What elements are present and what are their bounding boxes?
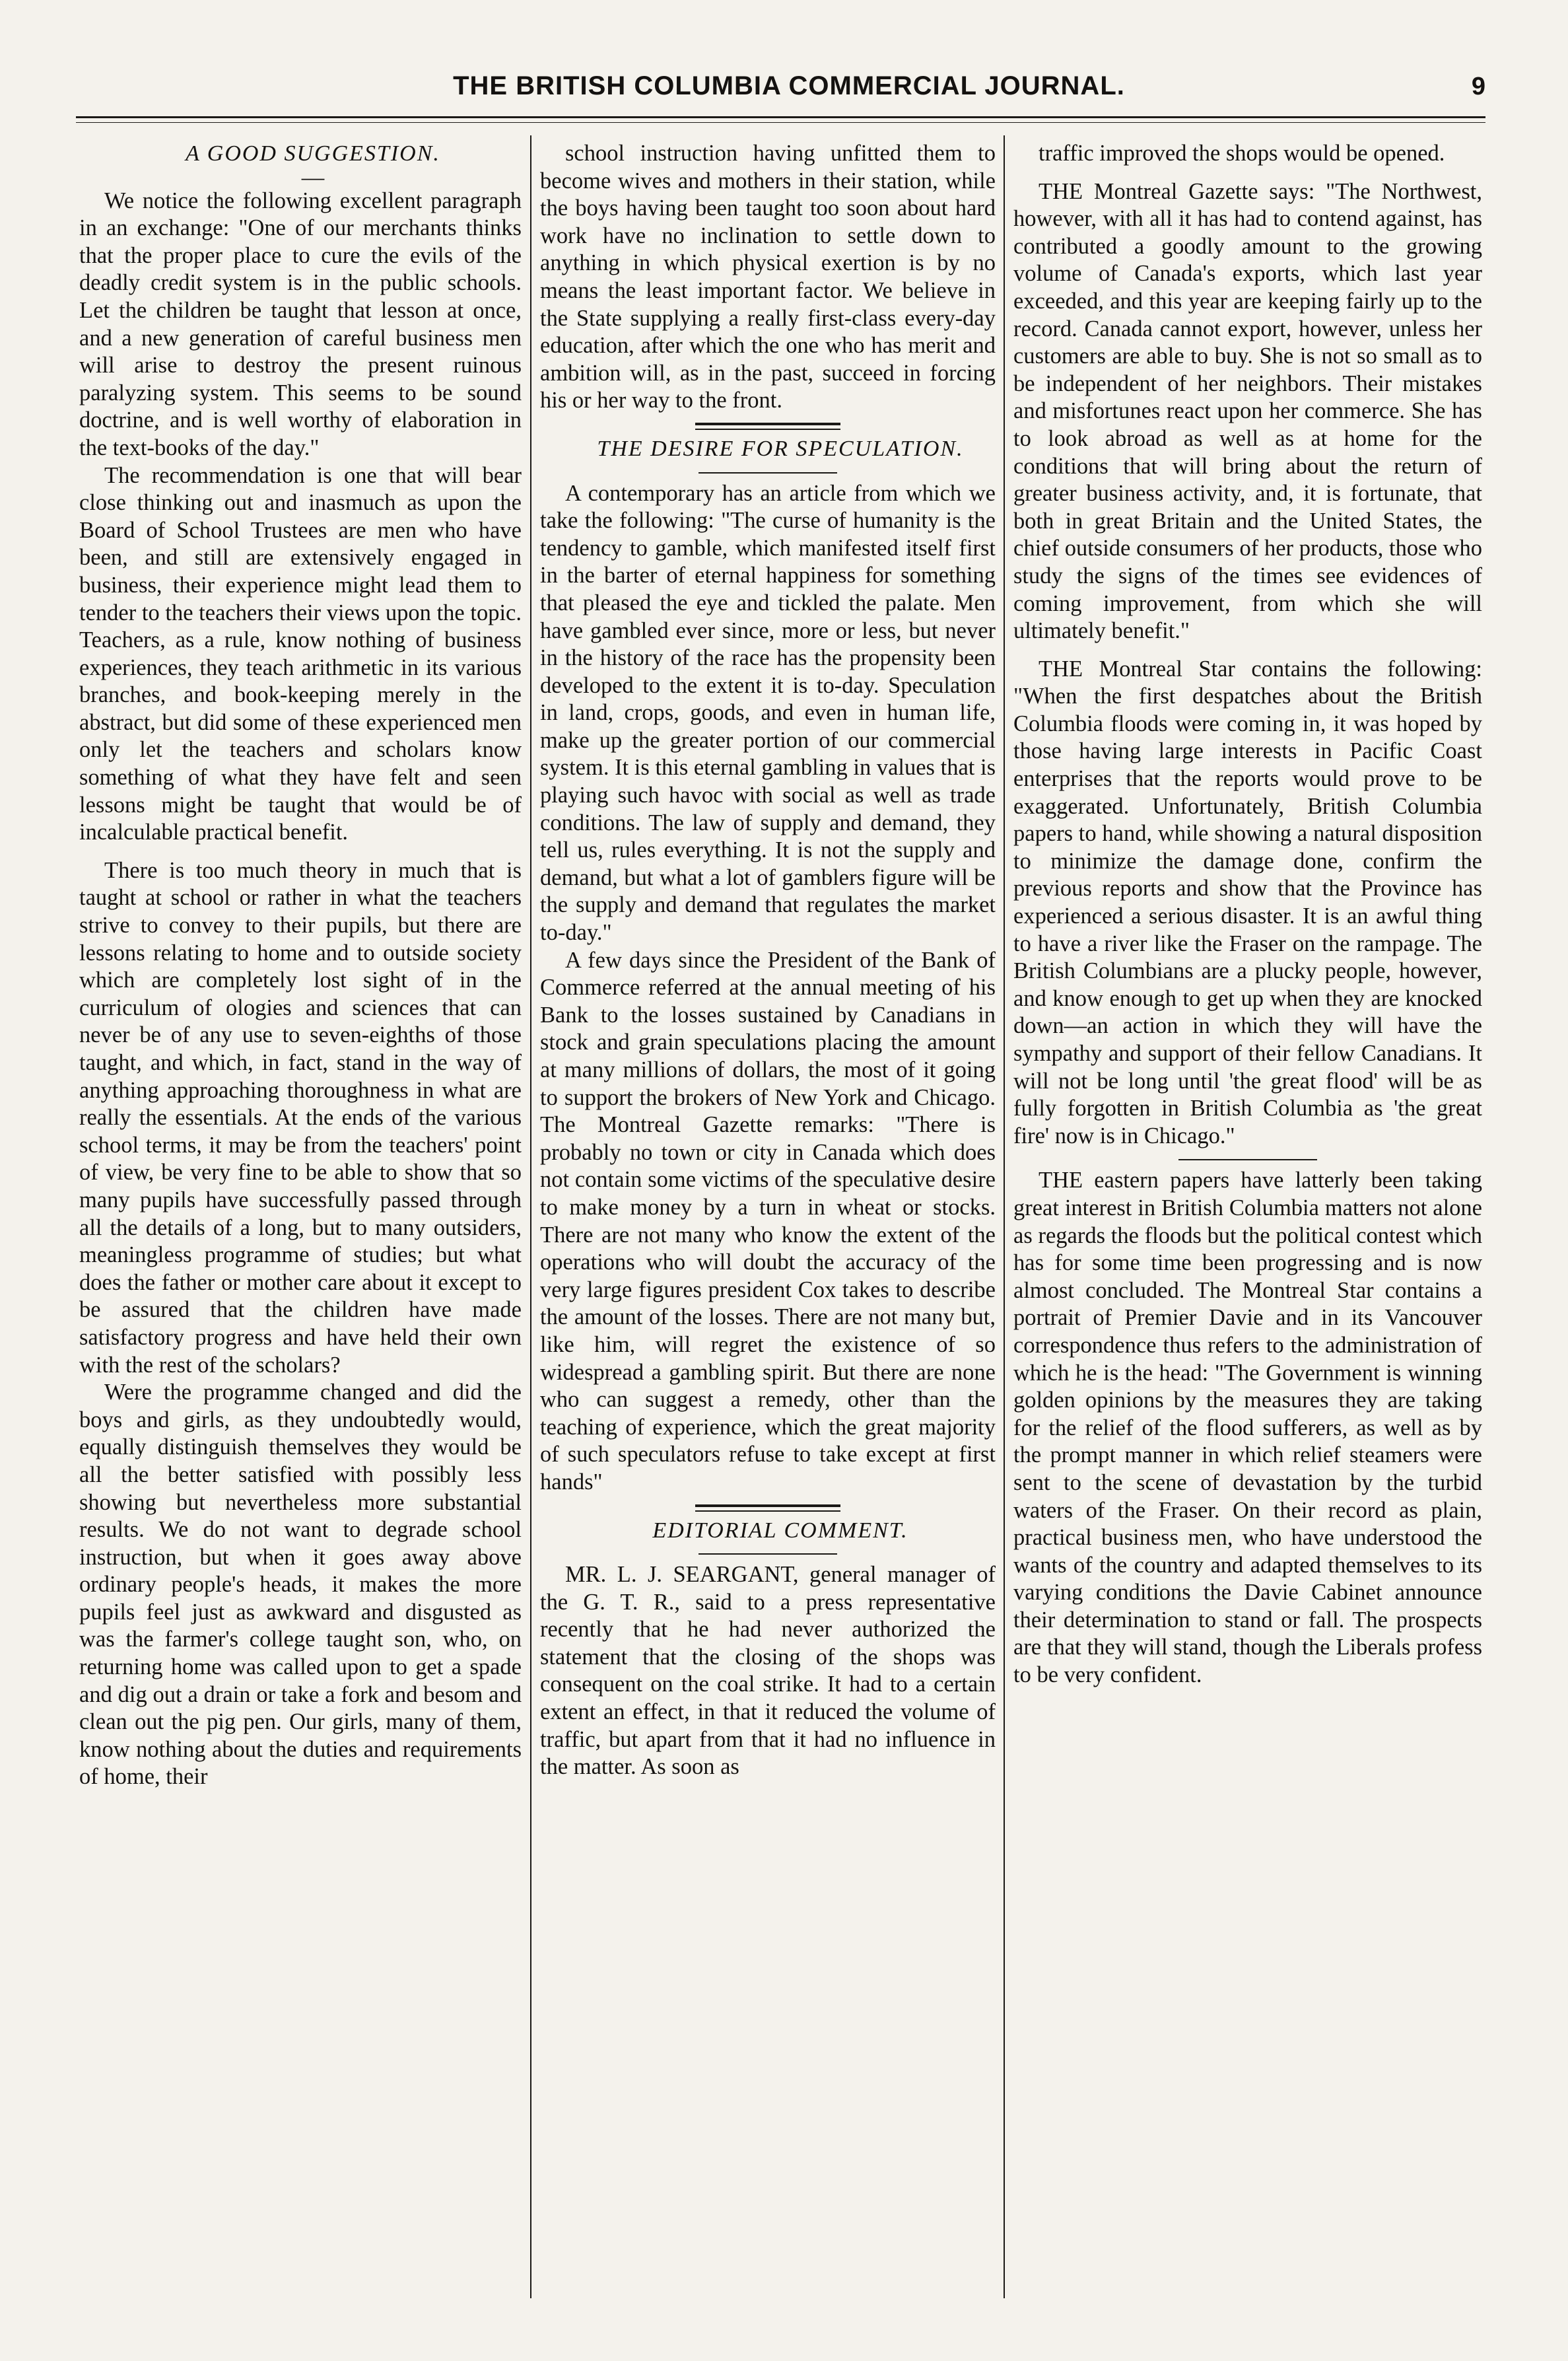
paragraph: A contemporary has an article from which we take the following: "The curse of humanity is the tendency to gamble, which manifested itself first in the barter of eternal happiness for something that pleased the eye and tickled the palate. Men have gambled ever since, more or less, but never in the history of the race has the propensity been developed to the extent it is to-day. Speculation in land, crops, goods, and even in human life, make up the greater portion of our commercial system. It is this eternal gambling in values that is playing such havoc with social as well as trade conditions. The law of supply and demand, they tell us, rules everything. It is not the supply and demand, but what a lot of gamblers figure will be the supply and demand that regulates the market to-day."	[540, 480, 996, 946]
section-rule	[695, 1504, 840, 1512]
paragraph: THE eastern papers have latterly been taking great interest in British Columbia matters not alone as regards the floods but the political contest which has for some time been progressing and is now almost concluded. The Montreal Star contains a portrait of Premier Davie and in its Vancouver correspondence thus refers to the administration of which he is the head: "The Government is winning golden opinions by the measures they are taking for the relief of the flood sufferers, as well as by the prompt manner in which relief steamers were sent to the scene of devastation by the turbid waters of the Fraser. On their record as plain, practical business men, who have understood the wants of the country and adapted themselves to its varying conditions the Davie Cabinet announce their determination to stand or fall. The prospects are that they will stand, though the Liberals profess to be very confident.	[1013, 1168, 1482, 1688]
column-divider	[530, 135, 531, 2298]
paragraph: school instruction having unfitted them to become wives and mothers in their station, while the boys having been taught too soon about hard work have no inclination to settle down to anything in which physical exertion is by no means the least important factor. We believe in the State supplying a really first-class every-day education, after which the one who has merit and ambition will, as in the past, succeed in forcing his or her way to the front.	[540, 141, 996, 413]
header-rule-thin	[76, 122, 1485, 123]
column-2	[540, 140, 996, 2293]
article-heading-good-suggestion: A GOOD SUGGESTION.	[186, 141, 440, 166]
spacer	[1013, 645, 1482, 656]
header-rule	[76, 116, 1485, 118]
paragraph: MR. L. J. SEARGANT, general manager of the G. T. R., said to a press representative recently that he had never authorized the statement that the closing of the shops was consequent on the coal strike. It had to a certain extent an effect, in that it reduced the volume of traffic, but apart from that it had no influence in the matter. As soon as	[540, 1562, 996, 1780]
column-1	[79, 140, 522, 2293]
paragraph: The recommendation is one that will bear close thinking out and inasmuch as upon the Board of School Trustees are men who have been, and still are extensively engaged in business, their experience might lead them to tender to the teachers their views upon the topic. Teachers, as a rule, know nothing of business experiences, they teach arithmetic in its various branches, and book-keeping merely in the abstract, but did some of these experienced men only let the teachers and scholars know something of what they have felt and seen lessons might be taught that would be of incalculable practical benefit.	[79, 462, 522, 845]
paragraph: THE Montreal Gazette says: "The Northwest, however, with all it has had to contend against, has contributed a goodly amount to the growing volume of Canada's exports, which last year exceeded, and this year are keeping fairly up to the record. Canada cannot export, however, unless her customers are able to buy. She is not so small as to be independent of her neighbors. Their mistakes and misfortunes react upon her commerce. She has to look abroad as well as at home for the conditions that will bring about the return of greater business activity, and, it is fortunate, that both in great Britain and the United States, the chief outside consumers of her products, those who study the signs of the times see evidences of coming improvement, from which she will ultimately benefit."	[1013, 178, 1482, 644]
column-3	[1013, 140, 1482, 2293]
masthead	[92, 71, 1485, 111]
spacer	[79, 847, 522, 857]
paragraph: A few days since the President of the Bank of Commerce referred at the annual meeting of his Bank to the losses sustained by Canadians in stock and grain speculations placing the amount at many millions of dollars, the most of it going to support the brokers of New York and Chicago. The Montreal Gazette remarks: "There is probably no town or city in Canada which does not contain some victims of the speculative desire to make money by a turn in wheat or stocks. There are not many who know the extent of the operations who will doubt the accuracy of the very large figures president Cox takes to describe the amount of the losses. There are not many but, like him, will regret the existence of so widespread a gambling spirit. But there are none who can suggest a remedy, other than the teaching of experience, which the great majority of such speculators refuse to take except at first hands"	[540, 947, 996, 1495]
paragraph: We notice the following excellent paragraph in an exchange: "One of our merchants thinks that the proper place to cure the evils of the deadly credit system is in the public schools. Let the children be taught that lesson at once, and a new generation of careful business men will arise to destroy the present ruinous paralyzing system. This seems to be sound doctrine, and is well worthy of elaboration in the text-books of the day."	[79, 188, 522, 460]
heading-rule	[699, 472, 837, 474]
journal-title: THE BRITISH COLUMBIA COMMERCIAL JOURNAL.	[453, 71, 1125, 100]
heading-dash: —	[301, 164, 325, 190]
spacer	[1013, 168, 1482, 178]
article-heading-editorial-comment: EDITORIAL COMMENT.	[652, 1518, 908, 1543]
article-heading-speculation: THE DESIRE FOR SPECULATION.	[597, 436, 964, 461]
item-separator	[1178, 1159, 1317, 1160]
paragraph: Were the programme changed and did the boys and girls, as they undoubtedly would, equally distinguish themselves they would be all the better satisfied with possibly less showing but nevertheless more substantial results. We do not want to degrade school instruction, but when it goes away above ordinary people's heads, it makes the more pupils feel just as awkward and disgusted as was the farmer's college taught son, who, on returning home was called upon to get a spade and dig out a drain or take a fork and besom and clean out the pig pen. Our girls, many of them, know nothing about the duties and requirements of home, their	[79, 1380, 522, 1790]
paragraph: There is too much theory in much that is taught at school or rather in what the teachers strive to convey to their pupils, but there are lessons relating to home and to outside society which are completely lost sight of in the curriculum of ologies and sciences that can never be of any use to seven-eighths of those taught, and which, in fact, stand in the way of anything approaching thoroughness in what are really the essentials. At the ends of the various school terms, it may be from the teachers' point of view, be very fine to be able to show that so many pupils have successfully passed through all the details of a long, but to many outsiders, meaningless programme of studies; but what does the father or mother care about it except to be assured that the children have made satisfactory progress and have held their own with the rest of the scholars?	[79, 857, 522, 1378]
paragraph: traffic improved the shops would be opened.	[1039, 141, 1445, 166]
paragraph: THE Montreal Star contains the following: "When the first despatches about the British Columbia floods were coming in, it was hoped by those having large interests in Pacific Coast enterprises that the reports would prove to be exaggerated. Unfortunately, British Columbia papers to hand, while showing a natural disposition to minimize the damage done, confirm the previous reports and show that the Province has experienced a serious disaster. It is an awful thing to have a river like the Fraser on the rampage. The British Columbians are a plucky people, however, and know enough to get up when they are knocked down—an action in which they will have the sympathy and support of their fellow Canadians. It will not be long until 'the great flood' will be as fully forgotten in British Columbia as 'the great fire' now is in Chicago."	[1013, 656, 1482, 1148]
section-rule	[695, 423, 840, 430]
page-number: 9	[1471, 73, 1485, 100]
heading-rule	[699, 1553, 837, 1555]
column-divider	[1004, 135, 1005, 2298]
